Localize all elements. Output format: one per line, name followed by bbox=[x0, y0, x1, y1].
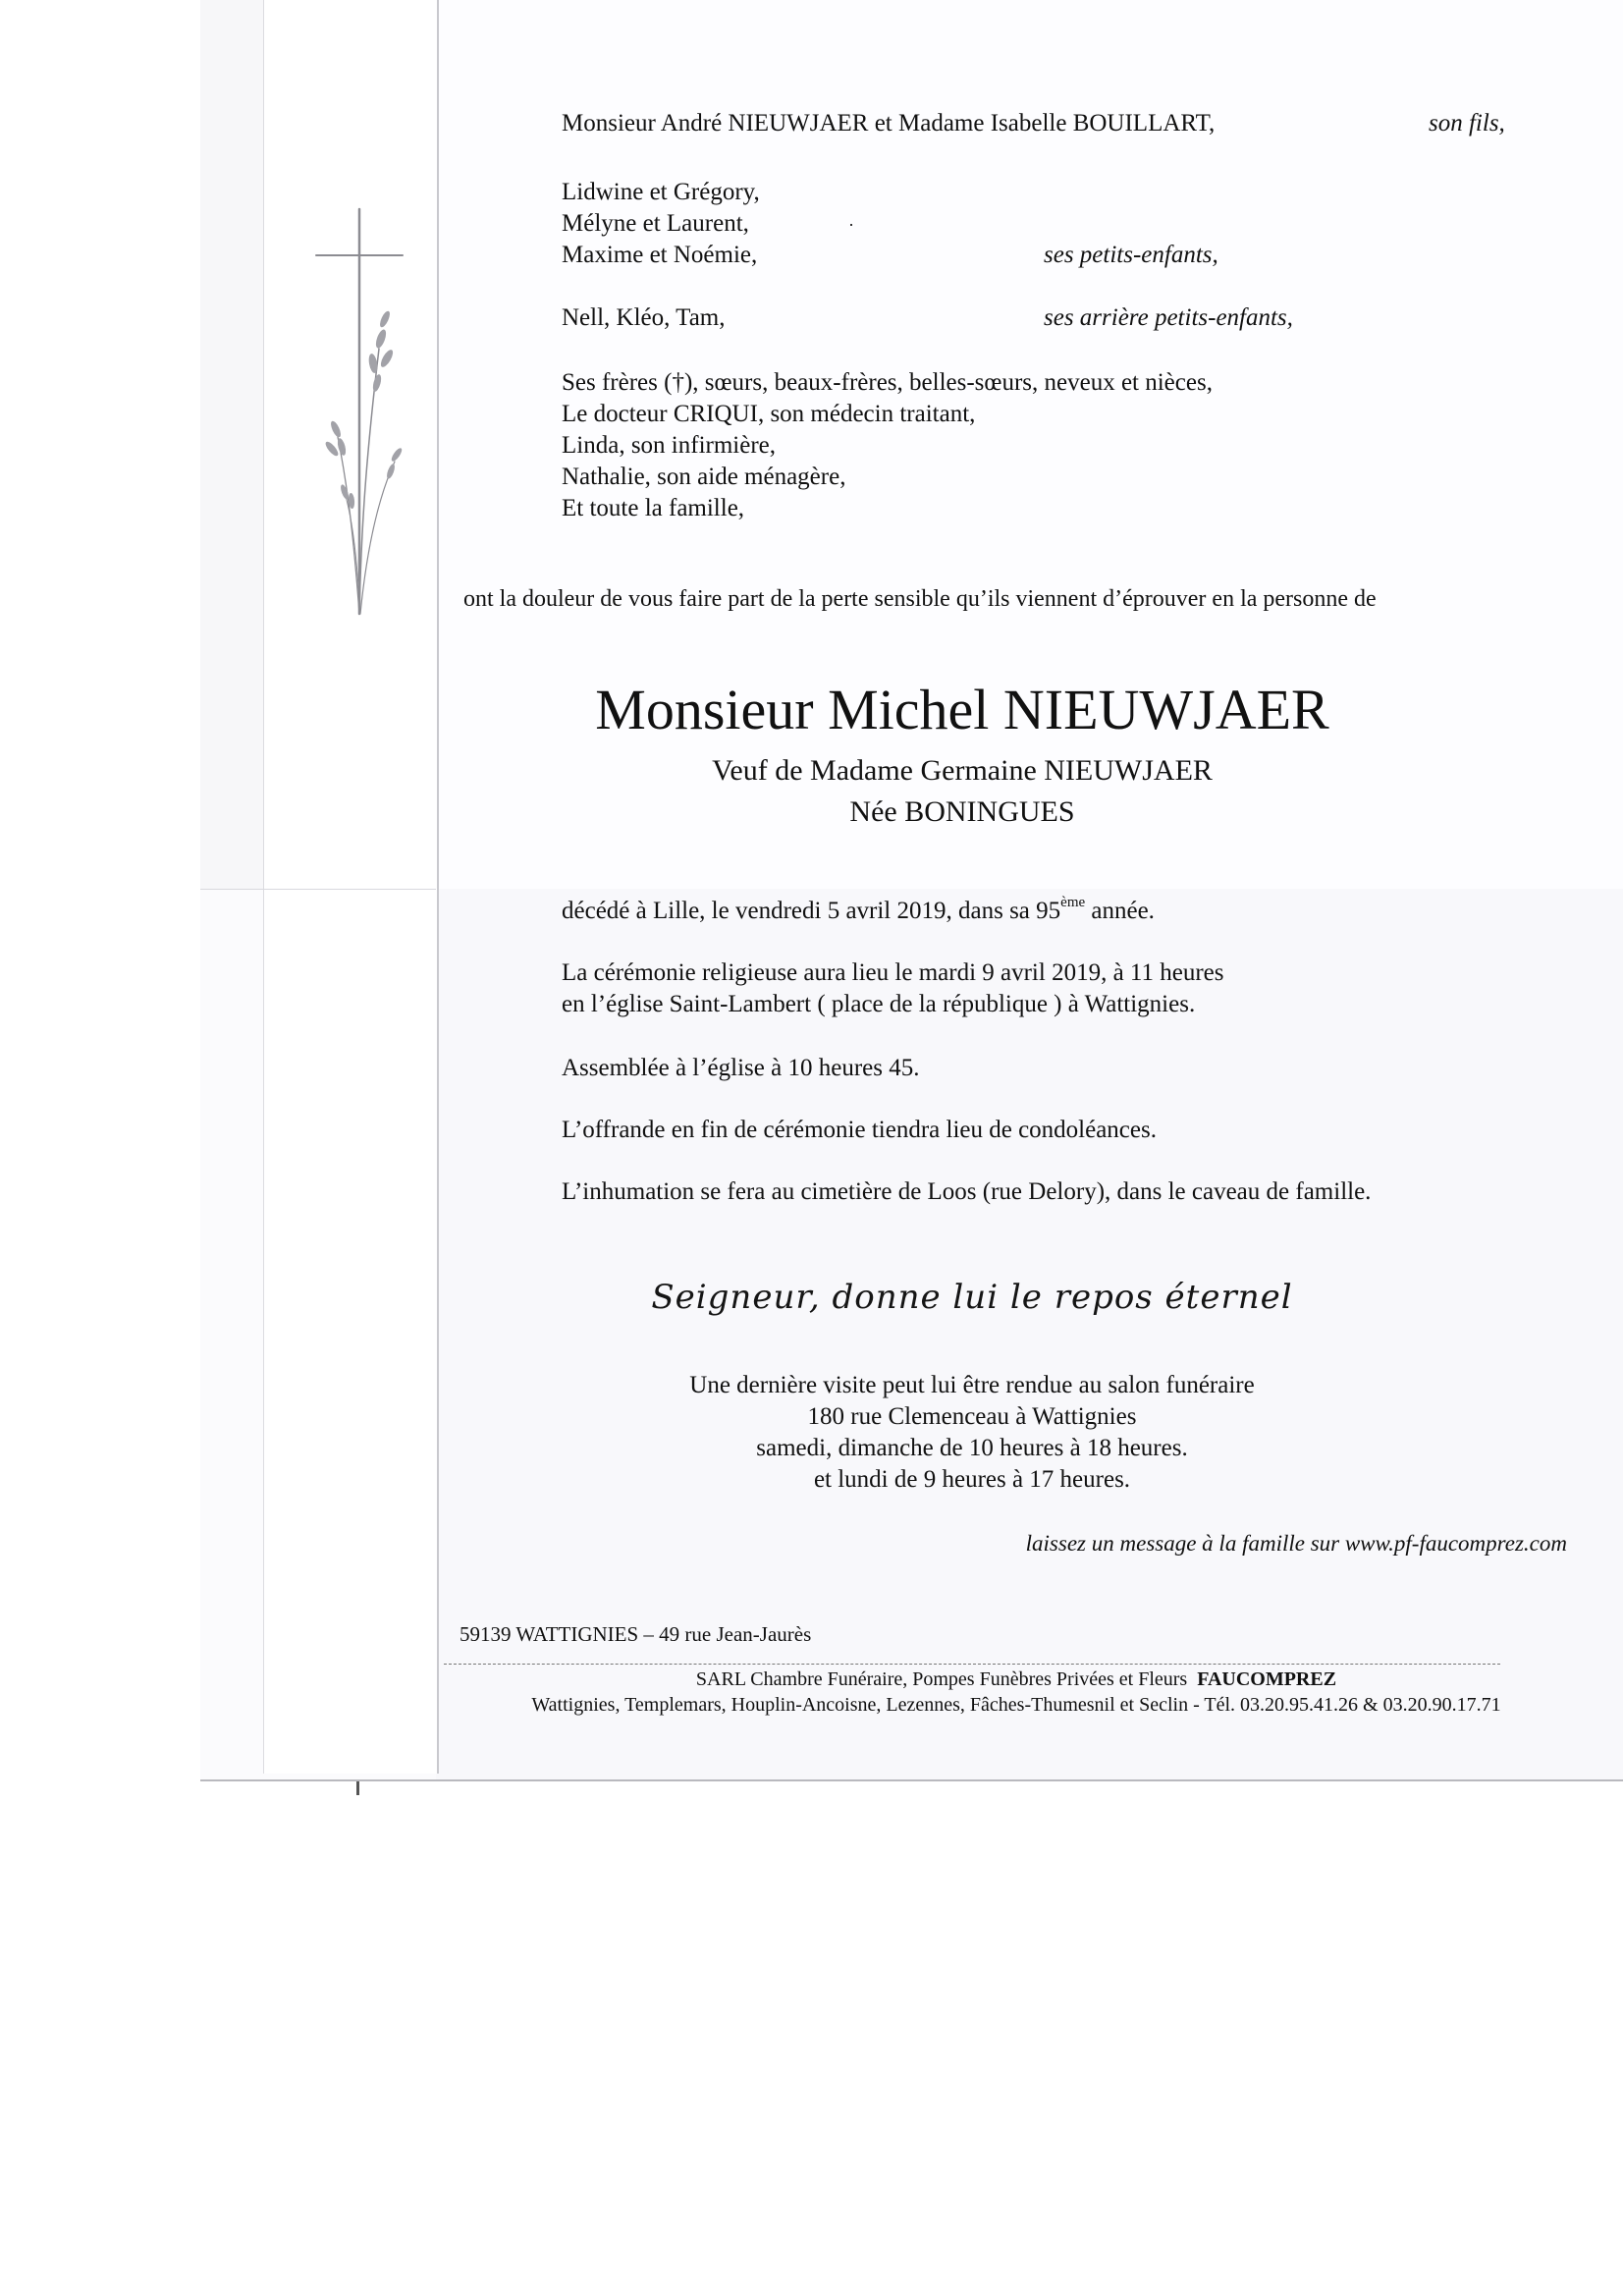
relatives-line-4: Nathalie, son aide ménagère, bbox=[562, 464, 846, 490]
relatives-line-2: Le docteur CRIQUI, son médecin traitant, bbox=[562, 401, 976, 427]
death-text: décédé à Lille, le vendredi 5 avril 2019, dans sa 95 bbox=[562, 898, 1061, 924]
visit-line-2: 180 rue Clemenceau à Wattignies bbox=[807, 1403, 1137, 1430]
death-ordinal-suffix: ème bbox=[1060, 895, 1086, 910]
relatives-line-3: Linda, son infirmière, bbox=[562, 432, 776, 459]
ceremony-line-2: en l’église Saint-Lambert ( place de la république ) à Wattignies. bbox=[562, 991, 1196, 1017]
death-line bbox=[562, 896, 1155, 927]
company-name: FAUCOMPREZ bbox=[1197, 1668, 1337, 1690]
death-text-end: année. bbox=[1085, 898, 1155, 924]
scan-dot bbox=[850, 224, 852, 226]
cross-with-wheat-icon bbox=[312, 201, 430, 624]
company-prefix: SARL Chambre Funéraire, Pompes Funèbres Privées et Fleurs bbox=[695, 1668, 1188, 1690]
footer-address: 59139 WATTIGNIES – 49 rue Jean-Jaurès bbox=[460, 1622, 812, 1646]
son-role: son fils, bbox=[1429, 110, 1505, 137]
born-line: Née BONINGUES bbox=[849, 795, 1075, 828]
assembly-line: Assemblée à l’église à 10 heures 45. bbox=[562, 1055, 920, 1081]
fold-line bbox=[200, 889, 436, 890]
footer-company-line bbox=[436, 1667, 1596, 1692]
relatives-line-1: Ses frères (†), sœurs, beaux-frères, belles-sœurs, neveux et nièces, bbox=[562, 369, 1213, 396]
great-grandchildren-line: Nell, Kléo, Tam, bbox=[562, 304, 726, 331]
grandchild-line-3: Maxime et Noémie, bbox=[562, 242, 758, 268]
great-grandchildren-role: ses arrière petits-enfants, bbox=[1044, 304, 1293, 331]
grandchild-line-1: Lidwine et Grégory, bbox=[562, 179, 760, 205]
message-link-text: laissez un message à la famille sur www.pf-faucomprez.com bbox=[1025, 1531, 1567, 1556]
ceremony-line-1: La cérémonie religieuse aura lieu le mardi 9 avril 2019, à 11 heures bbox=[562, 959, 1224, 986]
son-line: Monsieur André NIEUWJAER et Madame Isabelle BOUILLART, bbox=[562, 110, 1216, 137]
announcement-line: ont la douleur de vous faire part de la perte sensible qu’ils viennent d’éprouver en la personne de bbox=[463, 586, 1377, 612]
burial-line: L’inhumation se fera au cimetière de Loos (rue Delory), dans le caveau de famille. bbox=[562, 1178, 1372, 1205]
visit-line-3: samedi, dimanche de 10 heures à 18 heures. bbox=[756, 1435, 1188, 1461]
widow-line: Veuf de Madame Germaine NIEUWJAER bbox=[712, 754, 1213, 787]
deceased-name: Monsieur Michel NIEUWJAER bbox=[595, 678, 1329, 741]
grandchild-line-2: Mélyne et Laurent, bbox=[562, 210, 749, 237]
footer-locations-line: Wattignies, Templemars, Houplin-Ancoisne, Lezennes, Fâches-Thumesnil et Seclin - Tél. 03.20.95.41.26 & 03.20.90.17.71 bbox=[531, 1694, 1501, 1716]
prayer-line: Seigneur, donne lui le repos éternel bbox=[651, 1278, 1293, 1317]
grandchildren-role: ses petits-enfants, bbox=[1044, 242, 1218, 268]
visit-line-1: Une dernière visite peut lui être rendue au salon funéraire bbox=[689, 1372, 1255, 1398]
offering-line: L’offrande en fin de cérémonie tiendra lieu de condoléances. bbox=[562, 1117, 1157, 1143]
visit-line-4: et lundi de 9 heures à 17 heures. bbox=[813, 1466, 1131, 1493]
footer-divider bbox=[444, 1664, 1500, 1666]
card-edge-mark bbox=[356, 1781, 359, 1795]
relatives-line-5: Et toute la famille, bbox=[562, 495, 745, 521]
